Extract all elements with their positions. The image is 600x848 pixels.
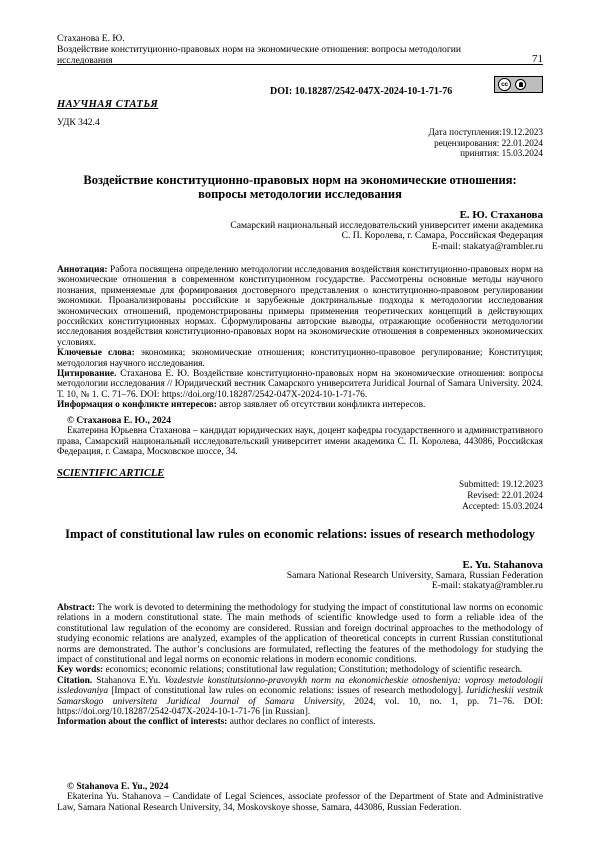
citation-ru: [57, 369, 543, 400]
article-type-en: SCIENTIFIC ARTICLE: [57, 468, 165, 479]
author-bio-en: Ekaterina Yu. Stahanova – Candidate of Legal Sciences, associate professor of the Department of State and Administrative Law, Samara National Research University, 34, Moskovskoye shosse, Samara, 443086, Russian Federation.: [57, 792, 543, 813]
copyright-block-en: [57, 782, 543, 813]
date-accepted-en: Accepted: 15.03.2024: [462, 501, 543, 511]
conflict-text-en: author declares no conflict of interests.: [229, 717, 376, 728]
citation-author-en: Stahanova E.Yu.: [96, 675, 161, 686]
author-bio-ru: Екатерина Юрьевна Стаханова – кандидат юридических наук, доцент кафедры государственного и административного права, Самарский национальный исследовательский университет имени академика С. П. Королева, 443086, Российская Федерация, г. Самара, Московское шоссе, 34.: [57, 426, 543, 458]
date-revised-en: Revised: 22.01.2024: [467, 490, 543, 500]
copyright-head-en: © Stahanova E. Yu., 2024: [67, 782, 169, 792]
date-accepted-ru: принятия: 15.03.2024: [460, 148, 543, 158]
abstract-block-ru: [57, 265, 543, 411]
article-type-ru: НАУЧНАЯ СТАТЬЯ: [57, 99, 159, 110]
author-block-en: [287, 560, 543, 592]
author-affiliation-ru-2: С. П. Королева, г. Самара, Российская Федерация: [341, 230, 543, 242]
author-affiliation-en: Samara National Research University, Samara, Russian Federation: [286, 569, 543, 581]
abstract-text-ru: Работа посвящена определению методологии исследования воздействия конституционно-правовых норм на экономические отношения в современном конституционном государстве. Рассмотрены основные методы научного познания, применяемые для формирования достоверного представления о конституционно-правовом регулировании экономики. Проанализированы российские и зарубежные доктринальные подходы к методологии исследования экономических отношений, продемонстрированы примеры применения теоретических концепций в действующих российских конституционных нормах. Сформулированы авторские выводы, отражающие особенности методологии исследования воздействия конституционно-правовых норм на экономические отношения в современных экономических условиях.: [57, 265, 544, 348]
author-affiliation-ru-1: Самарский национальный исследовательский университет имени академика: [230, 219, 543, 231]
author-block-ru: [230, 210, 543, 252]
page-number: 71: [532, 53, 543, 65]
citation-en: [57, 676, 543, 718]
running-head: [57, 33, 497, 66]
running-head-title: Воздействие конституционно-правовых норм на экономические отношения: вопросы методологии исследования: [57, 44, 462, 66]
date-received-ru: Дата поступления:19.12.2023: [428, 127, 543, 137]
keywords-label-ru: Ключевые слова:: [57, 348, 135, 359]
author-email-ru[interactable]: E-mail: stakatya@rambler.ru: [431, 240, 543, 252]
article-title-ru: Воздействие конституционно-правовых норм на экономические отношения: вопросы методологии исследования: [83, 173, 517, 201]
conflict-ru: [57, 400, 543, 410]
keywords-label-en: Key words:: [57, 665, 104, 676]
abstract-label-en: Abstract:: [57, 603, 96, 613]
keywords-en: [57, 665, 543, 675]
date-submitted-en: Submitted: 19.12.2023: [459, 479, 543, 489]
author-email-en[interactable]: E-mail: stakatya@rambler.ru: [431, 580, 543, 592]
conflict-label-ru: Информация о конфликте интересов:: [57, 400, 217, 411]
author-name-en: E. Yu. Stahanova: [462, 559, 543, 571]
udc-code: УДК 342.4: [57, 117, 100, 128]
keywords-text-ru: экономика; экономические отношения; конституционно-правовое регулирование; Конституция; методология научного исследования.: [57, 348, 543, 369]
dates-en: [459, 479, 543, 512]
abstract-text-en: The work is devoted to determining the methodology for studying the impact of constitutional law norms on economic relations in a modern constitutional state. The main methods of scientific knowledge used to form a reliable idea of the constitutional law regulation of the economy are considered. Russian and foreign doctrinal approaches to the methodology of studying economic relations are analyzed, examples of the application of theoretical concepts in current Russian constitutional norms are demonstrated. The author’s conclusions are formulated, reflecting the features of the methodology for studying the impact of constitutional and legal norms on economic relations in modern economic conditions.: [57, 603, 543, 666]
dates-ru: [429, 127, 543, 159]
citation-label-ru: Цитирование.: [57, 369, 117, 380]
header-rule: [57, 64, 543, 65]
article-title-en: Impact of constitutional law rules on economic relations: issues of research methodology: [65, 527, 535, 541]
doi-line[interactable]: DOI: 10.18287/2542-047X-2024-10-1-71-76: [270, 86, 453, 97]
citation-label-en: Citation.: [57, 675, 93, 686]
keywords-text-en: economics; economic relations; constitutional law regulation; Constitution; methodology of scientific research.: [105, 665, 523, 676]
conflict-label-en: Information about the conflict of interests:: [57, 717, 228, 728]
keywords-ru: [57, 348, 543, 369]
cc-circle-icon: cc: [498, 78, 511, 91]
conflict-text-ru: автор заявляет об отсутствии конфликта интересов.: [219, 400, 426, 411]
abstract-en: [57, 603, 543, 665]
author-name-ru: Е. Ю. Стаханова: [459, 209, 543, 221]
citation-tail-en: , 2024, vol. 10, no. 1, pp. 71–76. DOI: https://doi.org/10.18287/2542-047X-2024-10-1-71-76 [in Russian].: [57, 696, 544, 718]
copyright-block-ru: [57, 416, 543, 458]
citation-journal-en: Iuridicheskii vestnik Samarskogo universiteta Juridical Journal of Samara University: [57, 686, 544, 707]
abstract-ru: [57, 265, 543, 348]
citation-middle-en: [Impact of constitutional law rules on economic relations: issues of research methodology].: [111, 686, 464, 697]
copyright-head-ru: © Стаханова Е. Ю., 2024: [67, 416, 171, 426]
by-person-icon: [515, 79, 526, 90]
citation-text-ru: Стаханова Е. Ю. Воздействие конституционно-правовых норм на экономические отношения: вопросы методологии исследования // Юридический вестник Самарского университета Juridical Journal of Samara University. 2024. Т. 10, № 1. С. 71–76. DOI: https://doi.org/10.18287/2542-047X-2024-10-1-71-76.: [57, 369, 543, 400]
conflict-en: [57, 717, 543, 727]
abstract-label-ru: Аннотация:: [57, 265, 108, 275]
running-head-author: Стаханова Е. Ю.: [57, 33, 125, 44]
creative-commons-by-icon[interactable]: [494, 76, 543, 93]
date-reviewed-ru: рецензирования: 22.01.2024: [434, 137, 543, 148]
abstract-block-en: [57, 603, 543, 728]
citation-translit-en: Vozdestvie konstitutsionno-pravovykh norm na ekonomicheskie otnosheniya: voprosy metodologii issledovaniya: [57, 675, 544, 697]
